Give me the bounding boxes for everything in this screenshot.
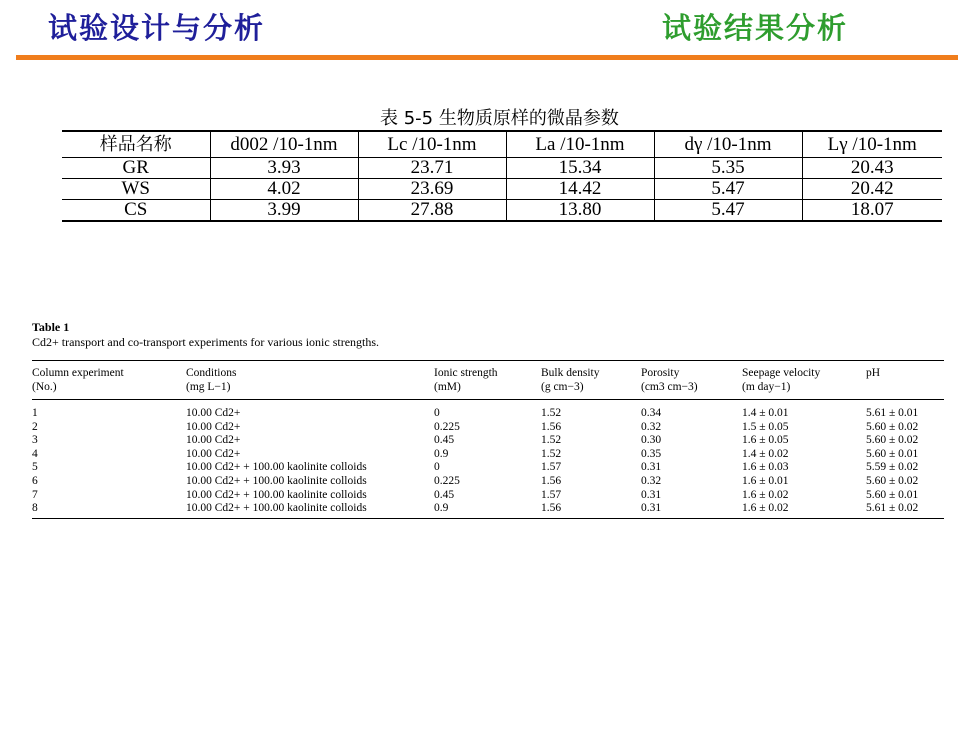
- table-row: [62, 200, 942, 222]
- table-row: [62, 158, 942, 179]
- table-cell: 5.60 ± 0.01: [866, 447, 919, 460]
- table-cell: 1.56: [541, 474, 562, 487]
- header-divider: [16, 55, 958, 60]
- table-cell: 10.00 Cd2+: [186, 420, 241, 433]
- table-cell: 0.32: [641, 474, 662, 487]
- table-cell: 7: [32, 488, 38, 501]
- table-cell: 1.52: [541, 434, 562, 447]
- table-cell: 14.42: [506, 179, 654, 200]
- table-cell: 23.71: [358, 158, 506, 179]
- column-header: Porosity (cm3 cm−3): [641, 361, 742, 400]
- table-cell: 20.43: [802, 158, 942, 179]
- table-cell: 5.60 ± 0.02: [866, 434, 919, 447]
- table-row: [32, 475, 944, 489]
- table-cell: 0.45: [434, 434, 455, 447]
- column-header: Conditions (mg L−1): [186, 361, 434, 400]
- column-header: dγ /10-1nm: [654, 131, 802, 158]
- table2-caption: Cd2+ transport and co-transport experiments for various ionic strengths.: [32, 335, 380, 349]
- table-row: [32, 489, 944, 503]
- table-cell: 27.88: [358, 200, 506, 222]
- table-cell: 1.56: [541, 502, 641, 518]
- table2-title: Table 1: [32, 320, 70, 334]
- table-cell: 0: [434, 461, 440, 474]
- transport-experiments-table: [32, 360, 944, 519]
- table-cell: 10.00 Cd2+: [186, 434, 241, 447]
- table-cell: 1.57: [541, 461, 562, 474]
- table-cell: CS: [62, 200, 210, 222]
- column-header: Lc /10-1nm: [358, 131, 506, 158]
- table-header-row: [32, 361, 944, 400]
- table-header-row: [62, 131, 942, 158]
- column-header: Ionic strength (mM): [434, 361, 541, 400]
- table-cell: 15.34: [506, 158, 654, 179]
- table-row: [62, 179, 942, 200]
- table-cell: 8: [32, 502, 186, 518]
- table-cell: 0.9: [434, 502, 541, 518]
- column-header: Lγ /10-1nm: [802, 131, 942, 158]
- column-header: 样品名称: [62, 131, 210, 158]
- table-row: [32, 434, 944, 448]
- table-cell: 0.31: [641, 502, 742, 518]
- column-header: Bulk density (g cm−3): [541, 361, 641, 400]
- table-cell: 10.00 Cd2+: [186, 407, 241, 419]
- header-left-title: 试验设计与分析: [48, 11, 266, 45]
- table-cell: 5: [32, 461, 38, 474]
- table-cell: 1.5 ± 0.05: [742, 420, 789, 433]
- table-cell: 2: [32, 420, 38, 433]
- table-cell: 0.35: [641, 447, 662, 460]
- table-cell: 4: [32, 447, 38, 460]
- table-cell: 10.00 Cd2+ + 100.00 kaolinite colloids: [186, 502, 434, 518]
- table-cell: 5.59 ± 0.02: [866, 461, 919, 474]
- column-header: La /10-1nm: [506, 131, 654, 158]
- table-cell: 1.6 ± 0.03: [742, 461, 789, 474]
- table-cell: 5.60 ± 0.02: [866, 420, 919, 433]
- table-cell: 3: [32, 434, 38, 447]
- table-cell: 1.56: [541, 420, 562, 433]
- column-header: pH: [866, 361, 944, 400]
- table-cell: 3.93: [210, 158, 358, 179]
- table-cell: 5.47: [654, 200, 802, 222]
- column-header: d002 /10-1nm: [210, 131, 358, 158]
- table-cell: 18.07: [802, 200, 942, 222]
- table-cell: 3.99: [210, 200, 358, 222]
- table-cell: 20.42: [802, 179, 942, 200]
- table-cell: 5.47: [654, 179, 802, 200]
- table-cell: 0.32: [641, 420, 662, 433]
- table-cell: 1.6 ± 0.02: [742, 488, 789, 501]
- table-cell: 0.225: [434, 474, 460, 487]
- table-cell: 0.31: [641, 461, 662, 474]
- table-cell: 0.31: [641, 488, 662, 501]
- table-cell: 5.61 ± 0.01: [866, 407, 919, 419]
- table-cell: 1.6 ± 0.05: [742, 434, 789, 447]
- table-cell: 0.30: [641, 434, 662, 447]
- table-cell: 10.00 Cd2+ + 100.00 kaolinite colloids: [186, 461, 367, 474]
- table-row: [32, 448, 944, 462]
- table-cell: 1.57: [541, 488, 562, 501]
- table-cell: GR: [62, 158, 210, 179]
- table-cell: 1.52: [541, 447, 562, 460]
- table-cell: 5.60 ± 0.02: [866, 474, 919, 487]
- table-cell: 0.34: [641, 407, 662, 419]
- table-cell: 1: [32, 407, 38, 419]
- table-cell: 0.225: [434, 420, 460, 433]
- table-row: [32, 461, 944, 475]
- table-row: [32, 421, 944, 435]
- table-cell: 5.35: [654, 158, 802, 179]
- table-cell: 10.00 Cd2+ + 100.00 kaolinite colloids: [186, 488, 367, 501]
- table-cell: 1.4 ± 0.01: [742, 407, 789, 419]
- column-header: Seepage velocity (m day−1): [742, 361, 866, 400]
- table-cell: 10.00 Cd2+ + 100.00 kaolinite colloids: [186, 474, 367, 487]
- table-cell: 10.00 Cd2+: [186, 447, 241, 460]
- table-row: [32, 400, 944, 421]
- table-cell: 5.60 ± 0.01: [866, 488, 919, 501]
- table-cell: 4.02: [210, 179, 358, 200]
- table-cell: 23.69: [358, 179, 506, 200]
- table-cell: 1.6 ± 0.02: [742, 502, 866, 518]
- table-cell: 0: [434, 407, 440, 419]
- table-cell: 0.9: [434, 447, 449, 460]
- table-row: [32, 502, 944, 518]
- column-header: Column experiment (No.): [32, 361, 186, 400]
- header-right-title: 试验结果分析: [662, 11, 849, 45]
- table-cell: 13.80: [506, 200, 654, 222]
- table-cell: 1.52: [541, 407, 562, 419]
- table-cell: 0.45: [434, 488, 455, 501]
- table-cell: 1.4 ± 0.02: [742, 447, 789, 460]
- table-cell: WS: [62, 179, 210, 200]
- microcrystal-table: [62, 130, 942, 222]
- table1-caption: 表 5-5 生物质原样的微晶参数: [380, 108, 619, 129]
- table-cell: 1.6 ± 0.01: [742, 474, 789, 487]
- table-cell: 6: [32, 474, 38, 487]
- table-cell: 5.61 ± 0.02: [866, 502, 944, 518]
